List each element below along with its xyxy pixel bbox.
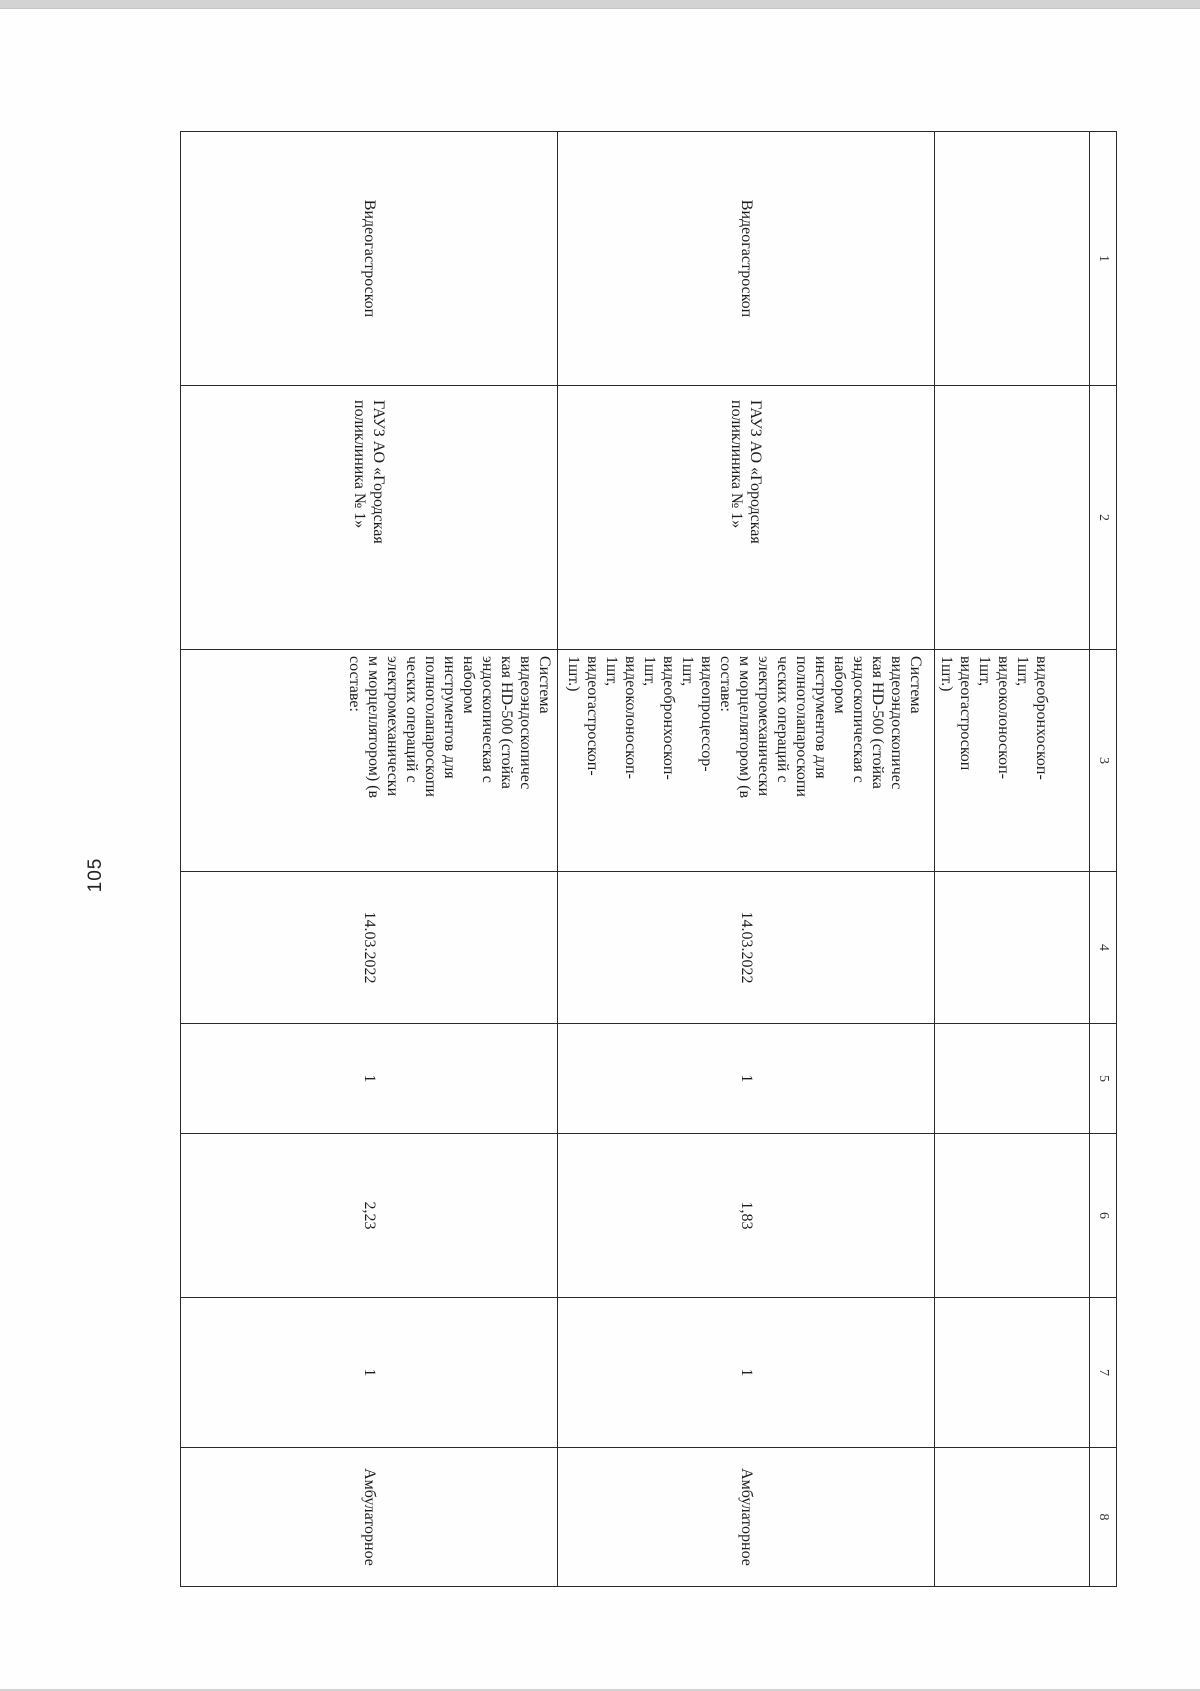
cell-equipment-continuation <box>935 650 1090 872</box>
text-line: м морцеллятором) (в <box>364 656 382 799</box>
text-line: электромеханически <box>383 656 401 797</box>
text-line: Система <box>907 656 925 714</box>
header-cell: 8 <box>1090 1448 1117 1587</box>
text-line: ГАУЗ АО «Городская <box>747 400 765 544</box>
header-cell: 5 <box>1090 1024 1117 1134</box>
table-row <box>181 132 558 1587</box>
cell-col5: 1 <box>558 1024 935 1134</box>
text-line: видеогастроскоп <box>957 656 975 771</box>
table-row <box>558 132 935 1587</box>
cell-care-type: Амбулаторное <box>181 1448 558 1587</box>
cell-equipment-composition <box>181 650 558 872</box>
header-row <box>1090 132 1117 1587</box>
text-line: ГАУЗ АО «Городская <box>370 400 388 544</box>
text-line: видеогастроскоп- <box>583 656 601 776</box>
cell-col7: 1 <box>558 1298 935 1448</box>
text-line: эндоскопическая с <box>478 656 496 783</box>
header-cell: 4 <box>1090 872 1117 1024</box>
cell-col5: 1 <box>181 1024 558 1134</box>
header-cell: 1 <box>1090 132 1117 386</box>
text-line: электромеханически <box>755 656 773 797</box>
text-line: 1шт.) <box>564 656 582 692</box>
table-row-continuation <box>935 132 1090 1587</box>
text-line: полноголапароскопи <box>793 656 811 797</box>
cell-device-name: Видеогастроскоп <box>558 132 935 386</box>
text-line: кая HD-500 (стойка <box>869 656 887 789</box>
text-line: 1шт, <box>678 656 696 687</box>
text-line: набором <box>831 656 849 714</box>
header-cell: 3 <box>1090 650 1117 872</box>
cell-empty <box>935 386 1090 650</box>
cell-empty <box>935 1448 1090 1587</box>
cell-date: 14.03.2022 <box>181 872 558 1024</box>
cell-date: 14.03.2022 <box>558 872 935 1024</box>
header-cell: 6 <box>1090 1134 1117 1298</box>
text-line: м морцеллятором) (в <box>736 656 754 799</box>
table-rotated-container <box>180 131 1117 1586</box>
cell-organization <box>181 386 558 650</box>
text-line: кая HD-500 (стойка <box>497 656 515 789</box>
cell-care-type: Амбулаторное <box>558 1448 935 1587</box>
equipment-table <box>180 131 1117 1587</box>
cell-empty <box>935 132 1090 386</box>
text-line: эндоскопическая с <box>850 656 868 783</box>
text-line: видеоколоноскоп- <box>621 656 639 780</box>
text-line: полноголапароскопи <box>421 656 439 797</box>
cell-col6: 2,23 <box>181 1134 558 1298</box>
text-line: инструментов для <box>440 656 458 779</box>
text-line: составе: <box>716 656 734 712</box>
text-line: поликлиника № 1» <box>351 400 368 529</box>
text-line: 1шт, <box>976 656 994 687</box>
cell-empty <box>935 872 1090 1024</box>
document-page <box>0 8 1200 1689</box>
cell-organization <box>558 386 935 650</box>
header-cell: 2 <box>1090 386 1117 650</box>
cell-empty <box>935 1134 1090 1298</box>
cell-col7: 1 <box>181 1298 558 1448</box>
text-line: видеоколоноскоп- <box>995 656 1013 780</box>
text-line: ческих операций с <box>402 656 420 783</box>
text-line: Система <box>536 656 553 714</box>
cell-device-name: Видеогастроскоп <box>181 132 558 386</box>
text-line: видеоэндоскопичес <box>888 656 906 790</box>
text-line: 1шт, <box>640 656 658 687</box>
text-line: 1шт, <box>602 656 620 687</box>
cell-equipment-composition <box>558 650 935 872</box>
page-number: 105 <box>85 857 106 893</box>
text-line: набором <box>459 656 477 714</box>
cell-col6: 1,83 <box>558 1134 935 1298</box>
text-line: видеобронхоскоп- <box>1033 656 1051 780</box>
text-line: составе: <box>345 656 363 712</box>
text-line: видеоэндоскопичес <box>516 656 534 790</box>
text-line: инструментов для <box>812 656 830 779</box>
text-line: ческих операций с <box>774 656 792 783</box>
text-line: поликлиника № 1» <box>728 400 745 529</box>
text-line: видеопроцессор- <box>697 656 715 772</box>
text-line: 1шт.) <box>938 656 956 692</box>
text-line: видеобронхоскоп- <box>659 656 677 780</box>
header-cell: 7 <box>1090 1298 1117 1448</box>
cell-empty <box>935 1024 1090 1134</box>
text-line: 1шт, <box>1014 656 1032 687</box>
cell-empty <box>935 1298 1090 1448</box>
